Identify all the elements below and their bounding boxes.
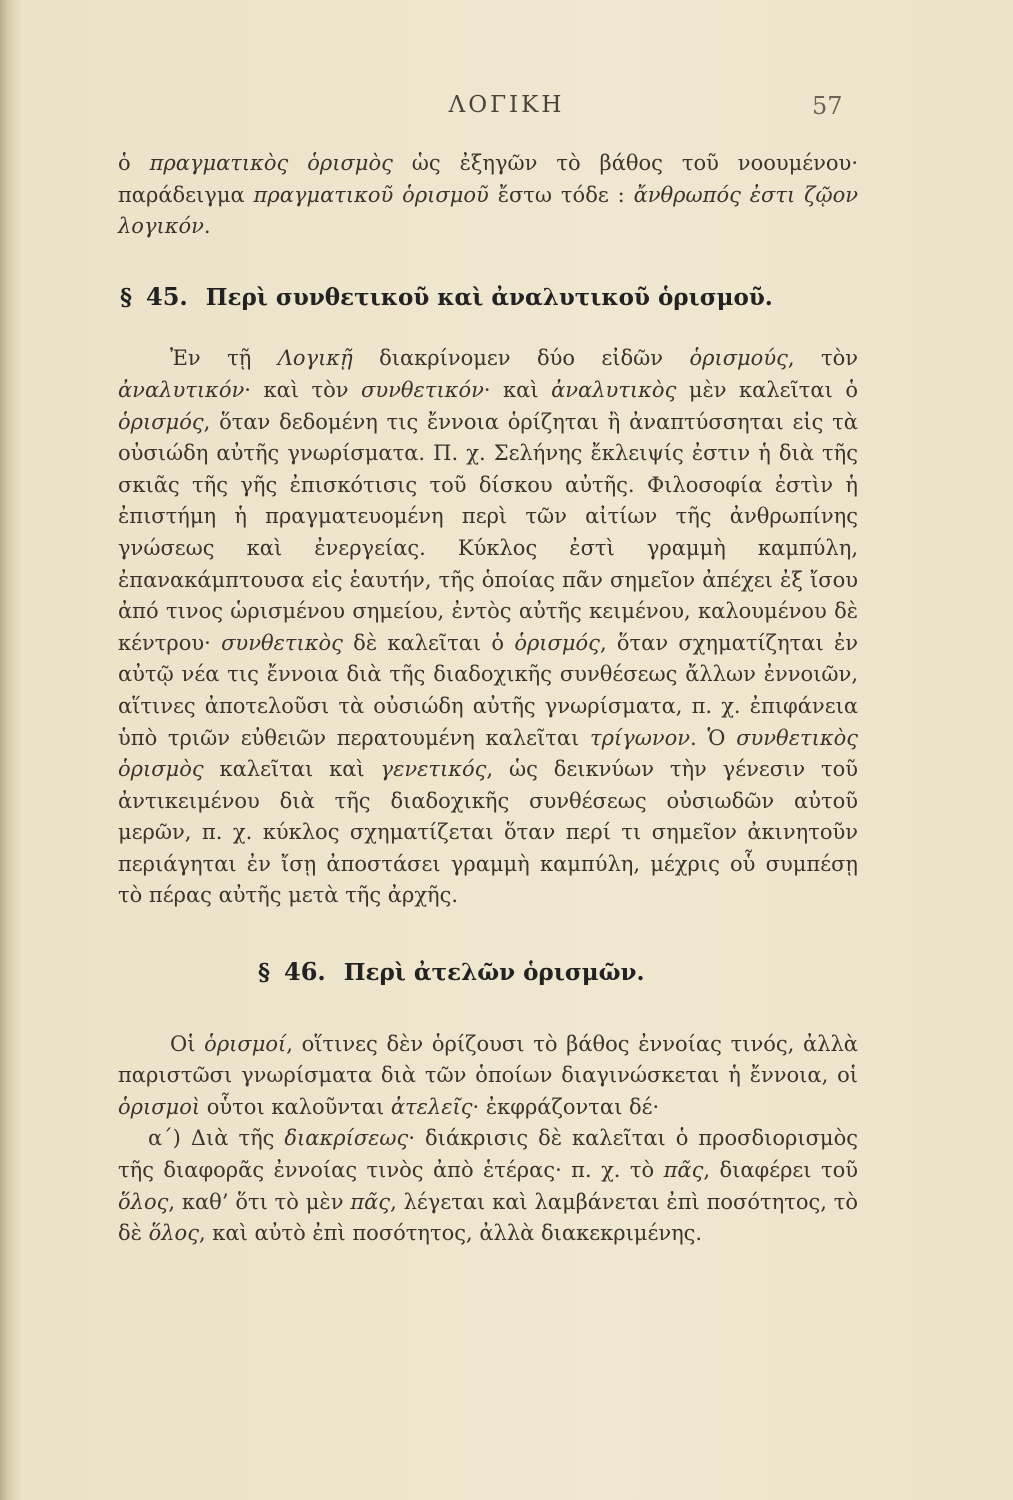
italic-term: συνθετικόν <box>361 377 484 402</box>
text-run: , διαφέρει τοῦ <box>703 1158 858 1183</box>
section-45-paragraph <box>118 343 858 912</box>
text-run: διακρίνομεν δύο εἰδῶν <box>352 346 690 371</box>
text-run: . <box>203 214 211 239</box>
text-run: ὡς ἐξηγῶν τὸ βάθος τοῦ νοουμένου· παράδειγμα <box>118 151 858 207</box>
text-run: · καὶ <box>483 377 552 402</box>
italic-term: ὁρισμοὶ <box>118 1094 201 1119</box>
text-run: , τὸν <box>787 346 858 371</box>
italic-term: ὁρισμούς <box>689 346 788 371</box>
text-run: δὲ καλεῖται ὁ <box>342 630 515 655</box>
text-run: μὲν καλεῖται ὁ <box>676 377 858 402</box>
italic-term: πραγματικοῦ ὁρισμοῦ <box>253 182 489 207</box>
section-45-heading <box>118 281 858 314</box>
italic-term: συνθετικὸς <box>221 630 343 655</box>
section-title: Περὶ ἀτελῶν ὁρισμῶν. <box>343 959 645 987</box>
section-46-paragraph-2 <box>118 1123 858 1249</box>
italic-term: διακρίσεως <box>284 1126 409 1151</box>
section-mark: § <box>120 283 133 311</box>
text-run: , λέγεται καὶ λαμβάνεται ἐπὶ ποσότητος, τὸ δὲ <box>118 1189 858 1246</box>
section-46-heading <box>118 956 858 989</box>
text-run: , ὡς δεικνύων τὴν γένεσιν τοῦ ἀντικειμένου διὰ τῆς διαδοχικῆς συνθέσεως οὐσιωδῶν αὐτοῦ μερῶν, π. χ. κύκλος σχηματίζεται ὅταν περί τι σημεῖον ἀκινητοῦν περιάγηται ἐν ἴσῃ ἀποστάσει γραμμὴ καμπύλη, μέχρις οὗ συμπέσῃ τὸ πέρας αὐτῆς μετὰ τῆς ἀρχῆς. <box>118 757 858 908</box>
text-run: α΄) Διὰ τῆς <box>148 1126 285 1151</box>
italic-term: ἀτελεῖς <box>390 1094 473 1119</box>
text-run: Ἐν τῇ <box>170 346 278 371</box>
italic-term: τρίγωνον <box>589 725 691 750</box>
italic-term: ἄνθρωπός ἐστι ζῷον λογικόν <box>118 182 858 239</box>
text-run: ἔστω τόδε : <box>488 182 634 207</box>
text-run: οὗτοι καλοῦνται <box>200 1094 391 1119</box>
italic-term: πᾶς <box>350 1189 391 1214</box>
text-run: καλεῖται καὶ <box>203 757 381 782</box>
italic-term: πραγματικὸς ὁρισμὸς <box>149 151 393 175</box>
section-title: Περὶ συνθετικοῦ καὶ ἀναλυτικοῦ ὁρισμοῦ. <box>205 283 773 311</box>
section-number: 45. <box>146 281 188 311</box>
text-run: · διάκρισις δὲ καλεῖται ὁ προσδιορισμὸς τῆς διαφορᾶς ἐννοίας τινὸς ἀπὸ ἑτέρας· π. χ. τὸ <box>118 1126 858 1183</box>
italic-term: ὁρισμοί <box>204 1031 287 1056</box>
italic-term: συνθετικὸς ὁρισμὸς <box>118 725 858 782</box>
intro-paragraph <box>118 148 858 243</box>
text-run: , καὶ αὐτὸ ἐπὶ ποσότητος, ἀλλὰ διακεκριμένης. <box>198 1221 703 1246</box>
text-run: Οἱ <box>170 1031 205 1056</box>
section-number: 46. <box>284 957 326 987</box>
italic-term: ὅλος <box>148 1221 199 1246</box>
text-run: · καὶ τὸν <box>244 377 362 402</box>
section-46-paragraph-1 <box>118 1029 858 1124</box>
running-title: ΛΟΓΙΚΗ <box>448 92 565 118</box>
italic-term: ὁρισμός <box>118 409 204 434</box>
text-run: , ὅταν σχηματίζηται ἐν αὐτῷ νέα τις ἔννοια διὰ τῆς διαδοχικῆς συνθέσεως ἄλλων ἐννοιῶν, αἵτινες ἀποτελοῦσι τὰ οὐσιώδη αὐτῆς γνωρίσματα, π. χ. ἐπιφάνεια ὑπὸ τριῶν εὐθειῶν περατουμένη καλεῖται <box>118 630 858 750</box>
text-run: . Ὁ <box>690 725 737 750</box>
text-run: ὁ <box>118 151 150 175</box>
page-body <box>118 148 858 1250</box>
section-mark: § <box>258 959 271 987</box>
italic-term: Λογικῇ <box>277 346 353 371</box>
italic-term: πᾶς <box>663 1158 704 1183</box>
italic-term: ὁρισμός <box>514 630 600 655</box>
text-run: , ὅταν δεδομένη τις ἔννοια ὁρίζηται ἢ ἀναπτύσσηται εἰς τὰ οὐσιώδη αὐτῆς γνωρίσματα. Π. χ. Σελήνης ἔκλειψίς ἐστιν ἡ διὰ τῆς σκιᾶς τῆς γῆς ἐπισκότισις τοῦ δίσκου αὐτῆς. Φιλοσοφία ἐστὶν ἡ ἐπιστήμη ἡ πραγματευομένη περὶ τῶν αἰτίων τῆς ἀνθρωπίνης γνώσεως καὶ ἐνεργείας. Κύκλος ἐστὶ γραμμὴ καμπύλη, ἐπανακάμπτουσα εἰς ἑαυτήν, τῆς ὁποίας πᾶν σημεῖον ἀπέχει ἐξ ἴσου ἀπό τινος ὡρισμένου σημείου, ἐντὸς αὐτῆς κειμένου, καλουμένου δὲ κέντρου· <box>118 409 858 655</box>
text-run: , καθ’ ὅτι τὸ μὲν <box>168 1189 351 1214</box>
text-run: · ἐκφράζονται δέ· <box>472 1094 660 1119</box>
page-number: 57 <box>812 92 843 120</box>
italic-term: ἀναλυτικὸς <box>551 377 677 402</box>
italic-term: γενετικός <box>380 757 487 782</box>
italic-term: ἀναλυτικόν <box>118 377 245 402</box>
italic-term: ὅλος <box>118 1189 169 1214</box>
text-run: , οἵτινες δὲν ὁρίζουσι τὸ βάθος ἐννοίας τινός, ἀλλὰ παριστῶσι γνωρίσματα διὰ τῶν ὁποίων διαγινώσκεται ἡ ἔννοια, οἱ <box>118 1031 858 1088</box>
